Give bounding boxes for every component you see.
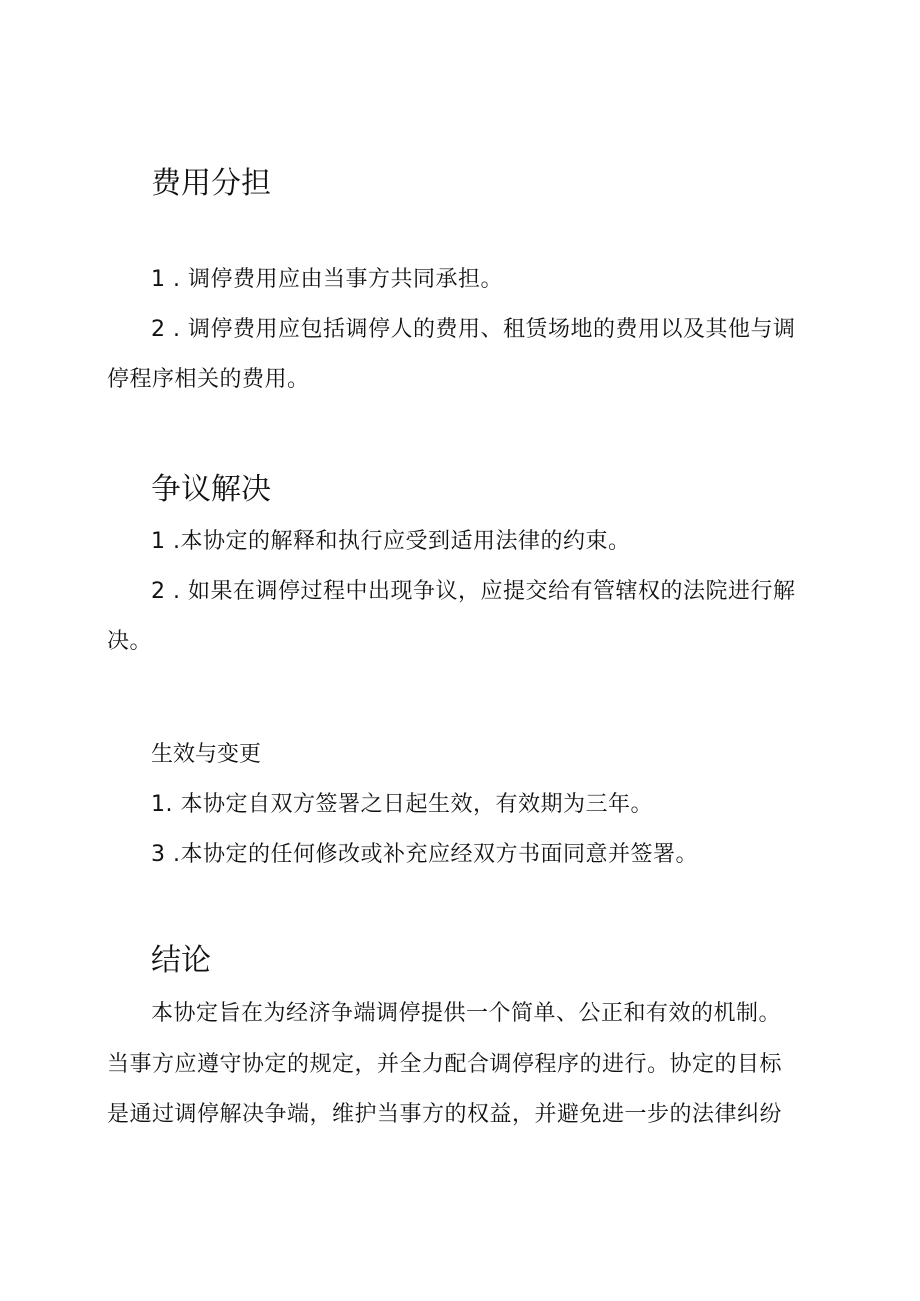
clause-cost-1: 1 . 调停费用应由当事方共同承担。 xyxy=(151,267,503,292)
clause-effect-1: 1. 本协定自双方签署之日起生效，有效期为三年。 xyxy=(151,792,653,817)
section-heading-cost-sharing: 费用分担 xyxy=(151,166,271,201)
clause-effect-3: 3 .本协定的任何修改或补充应经双方书面同意并签署。 xyxy=(151,842,698,867)
clause-cost-2: 2 . 调停费用应包括调停人的费用、租赁场地的费用以及其他与调 xyxy=(151,317,796,342)
clause-dispute-2: 2 . 如果在调停过程中出现争议，应提交给有管辖权的法院进行解 xyxy=(151,579,796,604)
conclusion-line-2: 当事方应遵守协定的规定，并全力配合调停程序的进行。协定的目标 xyxy=(107,1052,783,1077)
clause-cost-2-continued: 停程序相关的费用。 xyxy=(107,367,310,392)
clause-dispute-2-continued: 决。 xyxy=(107,629,153,654)
section-heading-conclusion: 结论 xyxy=(151,943,211,978)
conclusion-line-3: 是通过调停解决争端，维护当事方的权益，并避免进一步的法律纠纷 xyxy=(107,1102,783,1127)
clause-dispute-1: 1 .本协定的解释和执行应受到适用法律的约束。 xyxy=(151,529,631,554)
section-heading-effectiveness: 生效与变更 xyxy=(151,742,262,767)
section-heading-dispute-resolution: 争议解决 xyxy=(151,472,271,507)
conclusion-line-1: 本协定旨在为经济争端调停提供一个简单、公正和有效的机制。 xyxy=(151,1001,782,1026)
